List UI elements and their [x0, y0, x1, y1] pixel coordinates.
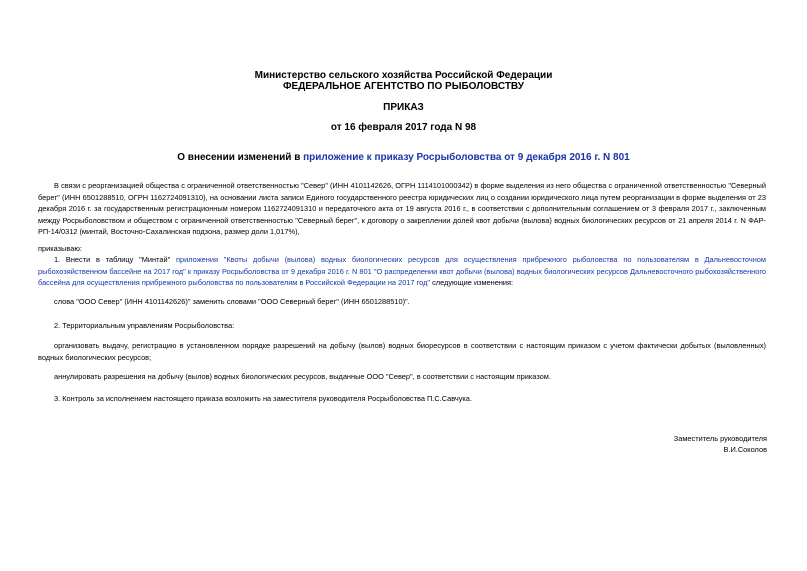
ministry-heading: Министерство сельского хозяйства Российской Федерации: [254, 70, 553, 81]
agency-heading: ФЕДЕРАЛЬНОЕ АГЕНТСТВО ПО РЫБОЛОВСТВУ: [283, 81, 524, 92]
item-1-link[interactable]: приложения "Квоты добычи (вылова) водных биологических ресурсов для осуществления прибрежного рыболовства по пользователям в Дальневосточном рыбохозяйственном бассейне на 2017 год" к приказу Росрыболовства от 9 декабря 2016 г. N 801 "О распределении квот добычи (вылова) водных биологических ресурсов Дальневосточного рыбохозяйственного бассейна для осуществления прибрежного рыболовства по пользователям в Российской Федерации на 2017 год": [38, 255, 766, 287]
paragraph-organize: организовать выдачу, регистрацию в установленном порядке разрешений на добычу (вылов) водных биоресурсов в соответствии с настоящим приказом с учетом фактически добытых (выловленных) водных биологических ресурсов;: [38, 341, 766, 362]
document-title: [0, 152, 807, 164]
item-1-suffix: следующие изменения:: [430, 278, 514, 287]
paragraph-item-1: [38, 254, 766, 289]
signature-position: Заместитель руководителя: [673, 434, 767, 443]
paragraph-order: приказываю:: [38, 244, 82, 253]
paragraph-preamble: В связи с реорганизацией общества с ограниченной ответственностью "Север" (ИНН 4101142626, ОГРН 1114101000342) в форме выделения из него общества с ограниченной ответственностью "Северный берег" (ИНН 6501288510, ОГРН 1162724091310), на основании листа записи Единого государственного реестра юридических лиц о создании юридического лица путем реорганизации в форме выделения от 23 декабря 2016 г. за государственным регистрационным номером 1162724091310 и передаточного акта от 19 августа 2016 г., в соответствии с дополнительным соглашением от 3 февраля 2017 г., заключенным между Росрыболовством и обществом с ограниченной ответственностью "Северный берег", к договору о закреплении долей квот добычи (вылова) водных биологических ресурсов от 21 апреля 2014 г. N ФАР-РП-14/0312 (минтай, Восточно-Сахалинская подзона, размер доли 1,017%),: [38, 181, 766, 236]
paragraph-item-3: 3. Контроль за исполнением настоящего приказа возложить на заместителя руководителя Росрыболовства П.С.Савчука.: [54, 394, 472, 403]
signature-name: В.И.Соколов: [723, 445, 767, 454]
paragraph-replacement: слова "ООО Север" (ИНН 4101142626)" заменить словами "ООО Северный берег" (ИНН 6501288510)".: [54, 297, 410, 306]
paragraph-annul: аннулировать разрешения на добычу (вылов) водных биологических ресурсов, выданные ООО "Север", в соответствии с настоящим приказом.: [54, 372, 551, 381]
paragraph-item-2: 2. Территориальным управлениям Росрыболовства:: [54, 321, 235, 330]
date-number-heading: от 16 февраля 2017 года N 98: [330, 122, 477, 133]
doc-type-heading: ПРИКАЗ: [383, 102, 424, 113]
title-prefix: О внесении изменений в: [177, 152, 304, 163]
item-1-prefix: 1. Внести в таблицу "Минтай": [54, 255, 177, 264]
title-link[interactable]: приложение к приказу Росрыболовства от 9 декабря 2016 г. N 801: [303, 152, 630, 163]
